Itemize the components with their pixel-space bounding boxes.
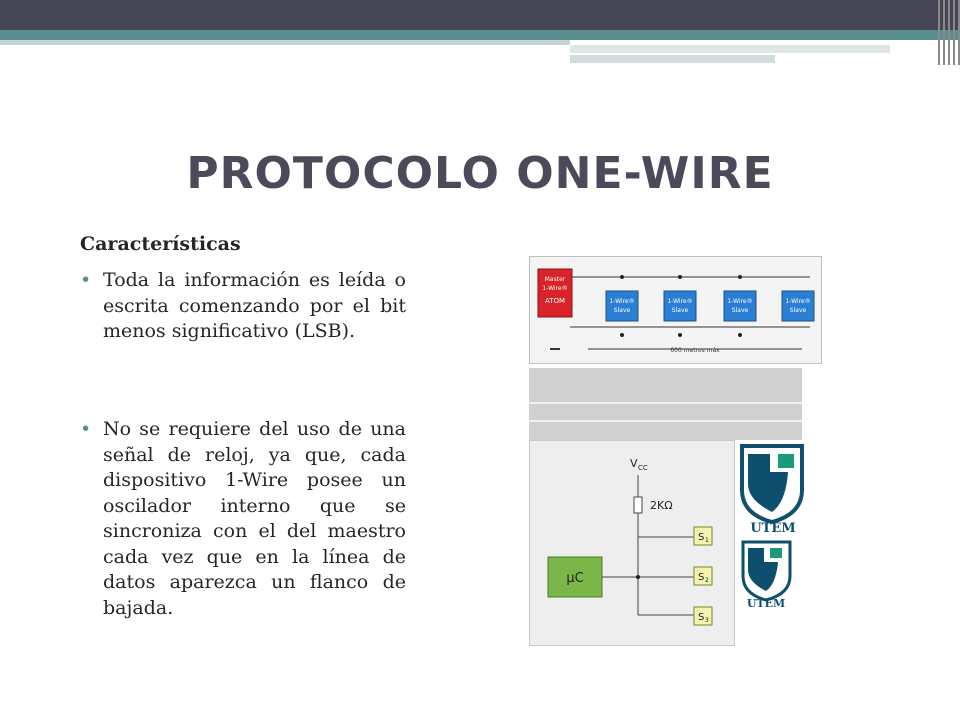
- shield-square: [770, 548, 782, 558]
- master-label: 1-Wire®: [542, 285, 568, 292]
- corner-stripes: [928, 0, 960, 65]
- slave-device: [606, 291, 638, 321]
- slave-label: Slave: [613, 307, 631, 314]
- resistor-label: 2KΩ: [650, 499, 673, 512]
- divider: [529, 420, 802, 422]
- bullet-icon: •: [80, 418, 92, 440]
- subheading: Características: [80, 233, 241, 255]
- switch-s3: [694, 607, 712, 625]
- slave-device: [664, 291, 696, 321]
- logo-text: UTEM: [750, 521, 796, 534]
- bus-diagram: [529, 256, 822, 364]
- slave-label: 1-Wire®: [785, 298, 811, 305]
- resistor-icon: [634, 497, 642, 513]
- slave-label: 1-Wire®: [727, 298, 753, 305]
- switch-index: 1: [705, 537, 709, 544]
- bullet-item: [80, 417, 406, 621]
- bullet-item: [80, 268, 406, 345]
- top-decorative-bar: [0, 0, 960, 30]
- master-label: ATOM: [544, 297, 566, 305]
- divider: [529, 402, 802, 404]
- switch-index: 2: [705, 577, 709, 584]
- slave-label: 1-Wire®: [609, 298, 635, 305]
- logo-text: UTEM: [746, 597, 786, 608]
- slide-title: PROTOCOLO ONE-WIRE: [186, 148, 774, 199]
- junction-dot: [636, 575, 640, 579]
- circuit-diagram: [529, 440, 735, 646]
- switch-label: S: [698, 572, 705, 583]
- teal-accent-bar: [0, 30, 960, 40]
- switch-label: S: [698, 612, 705, 623]
- switch-label: S: [698, 532, 705, 543]
- vcc-subscript: CC: [638, 464, 648, 472]
- slave-label: Slave: [789, 307, 807, 314]
- distance-label: 600 metros máx: [670, 347, 720, 354]
- bullet-text: No se requiere del uso de una señal de reloj, ya que, cada dispositivo 1-Wire posee un oscilador interno que se sincroniza con el del maestro cada vez que en la línea de datos aparezca un flanco de bajada.: [103, 418, 406, 619]
- image-placeholder-band: [529, 368, 802, 440]
- slave-device: [782, 291, 814, 321]
- accent-stripe: [570, 45, 890, 53]
- master-label: Master: [544, 276, 566, 283]
- switch-s1: [694, 527, 712, 545]
- bullet-icon: •: [80, 269, 92, 291]
- slave-label: 1-Wire®: [667, 298, 693, 305]
- utem-logo-small: [738, 538, 796, 608]
- slave-label: Slave: [731, 307, 749, 314]
- switch-s2: [694, 567, 712, 585]
- accent-stripe: [570, 55, 775, 63]
- utem-logo: [736, 440, 810, 534]
- vcc-label: V: [630, 457, 638, 470]
- switch-index: 3: [705, 617, 709, 624]
- microcontroller-label: µC: [566, 571, 584, 586]
- shield-square: [778, 454, 794, 468]
- slave-device: [724, 291, 756, 321]
- bullet-text: Toda la información es leída o escrita comenzando por el bit menos significativo (LSB).: [103, 269, 406, 342]
- accent-stripe: [0, 40, 570, 45]
- slave-label: Slave: [671, 307, 689, 314]
